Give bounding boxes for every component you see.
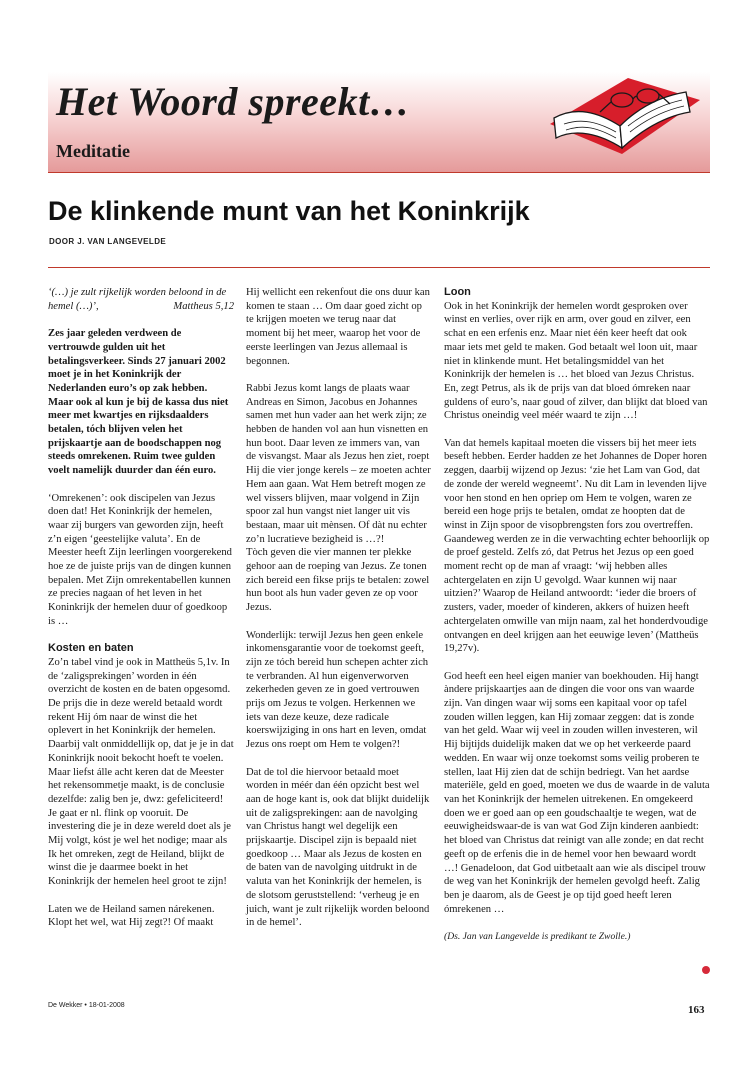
- article-title: De klinkende munt van het Koninkrijk: [48, 196, 530, 226]
- paragraph: Laten we de Heiland samen nárekenen. Klopt het wel, wat Hij zegt?! Of maakt: [48, 903, 215, 929]
- paragraph: God heeft een heel eigen manier van boekhouden. Hij hangt àndere prijskaartjes aan de dingen die voor ons van waarde zijn. Van dingen waar wij soms een kapitaal voor op tafel zouden willen leggen, kan Hij zomaar zeggen: dat is zonde van het geld. Waar wij veel in zouden willen investeren, wil Hij bijtijds duidelijk maken dat we op het verkeerde paard wedden. En waar wij onze toekomst soms veilig proberen te stellen, laat Hij zien dat de schijn bedriegt. Van het aardse materiële, geld en goed, moeten we dus de waarde in de valuta van het Koninkrijk der hemelen uitrekenen. En omgekeerd doen we er goed aan op een goudschaaltje te wegen, wat de eeuwigheidswaar-de is van wat God Zijn kinderen aanbiedt: het bloed van Christus dat reinigt van alle zonde; en dat recht geeft op de erfenis die in de hemel voor hen bewaard wordt …! Genadeloon, dat God uitbetaalt aan wie als discipel trouw de weg van het Koninkrijk der hemelen gevolgd heeft. Zalig ben je daarom, als de Geest je op tijd goed heeft leren ómrekenen …: [444, 670, 710, 915]
- paragraph: ‘Omrekenen’: ook discipelen van Jezus doen dat! Het Koninkrijk der hemelen, waar zij burgers van geworden zijn, heeft z’n eigen ‘geestelijke valuta’. En de Meester heeft Zijn leerlingen voorgerekend hoe ze de juiste prijs van de dingen kunnen bepalen. Met Zijn omrekentabellen kunnen ze precies nagaan of het leven in het Koninkrijk der hemelen duur of goedkoop is …: [48, 492, 232, 627]
- column-3: [444, 286, 710, 957]
- paragraph: Rabbi Jezus komt langs de plaats waar Andreas en Simon, Jacobus en Johannes samen met hun vader aan het werk zijn; ze hebben de handen vol aan hun visnetten en hun boot. Daar leven ze immers van, van de visvangst. Maar als Jezus hen ziet, roept Hij die vier jonge kerels – ze moeten achter Hem aan gaan. Wat Hem betreft mogen ze wel vissers blijven, maar volgend in Zijn spoor zal hun vangst niet langer uit vis bestaan, maar uit mènsen. Of dàt nu echter zo’n lucratieve bezigheid is …?!: [246, 382, 431, 545]
- section-title: Het Woord spreekt…: [56, 79, 411, 124]
- epigraph: [48, 286, 234, 313]
- paragraph: Zo’n tabel vind je ook in Mattheüs 5,1v. In de ‘zaligsprekingen’ worden in één overzicht de kosten en de baten opgesomd. De prijs die in deze wereld betaald wordt rekent Hij óm naar de winst die het oplevert in het Koninkrijk der hemelen.: [48, 656, 231, 737]
- section-subtitle: Meditatie: [56, 141, 130, 161]
- paragraph: Dat de tol die hiervoor betaald moet worden in méér dan één opzicht best wel aan de hoge kant is, ook dat blijkt duidelijk uit de zaligsprekingen: aan de navolging van Christus hangt wel degelijk een prijskaartje. Discipel zijn is bepaald niet goedkoop … Maar als Jezus de kosten en de baten van de navolging uitdrukt in de valuta van het Koninkrijk der hemelen, is de slotsom geruststellend: ‘verheug je en juich, want je zult rijkelijk worden beloond in de hemel’.: [246, 766, 430, 929]
- column-2: [246, 286, 432, 944]
- paragraph: Van dat hemels kapitaal moeten die vissers bij het meer iets beseft hebben. Eerder hadden ze het Johannes de Doper horen zeggen, daarbij wijzend op Jezus: ‘zie het Lam van God, dat de zonde der wereld wegneemt’. Nu dit Lam in levenden lijve voor hen stond en hen opriep om Hem te volgen, waren ze bereid een hoge prijs te betalen, omdat ze hoopten dat de winst in Zijn spoor de visopbrengsten fors zou overtreffen. Gaandeweg werden ze in die verwachting echter behoorlijk op de proef gesteld. Zelfs zó, dat Petrus het Jezus op een goed moment recht op de man af vraagt: ‘wij hebben alles achtergelaten en zijn U gevolgd. Waar kunnen wij naar uitzien?’ Waarop de Heiland antwoordt: ‘ieder die broers of zusters, vader, moeder of kinderen, akkers of huizen heeft achtergelaten omwille van mijn naam, zal het honderdvoudige ontvangen en deel krijgen aan het eeuwige leven’ (Mattheüs 19,27v).: [444, 437, 710, 655]
- lead-paragraph: Zes jaar geleden verdween de vertrouwde gulden uit het betalingsverkeer. Sinds 27 januari 2002 moet je in het Koninkrijk der Nederlanden euro’s op zak hebben. Maar ook al kun je bij de kassa dus niet meer met kwartjes en rijksdaalders betalen, tóch blijven velen het prijskaartje aan de boodschappen nog steeds omrekenen. Ruim twee gulden voelt namelijk duurder dan één euro.: [48, 328, 229, 477]
- epigraph-reference: Mattheus 5,12: [173, 300, 234, 312]
- subheading-kosten-en-baten: Kosten en baten: [48, 642, 134, 655]
- paragraph: Ook in het Koninkrijk der hemelen wordt gesproken over winst en verlies, over rijk en arm, over goud en zilver, een schat en een erfenis enz. Maar niet één keer heeft dat ook maar iets met geld te maken. God betaalt wel loon uit, maar niet in klinkende munt. Het betalingsmiddel van het Koninkrijk der hemelen is … het bloed van Jezus Christus. En, zegt Petrus, als ik de prijs van dat bloed ómreken naar guldens of euro’s, naar goud of zilver, dan blijkt dat bloed van Christus oneindig veel méér waard te zijn …!: [444, 300, 708, 422]
- open-book-with-glasses-icon: [536, 66, 708, 172]
- title-rule: [48, 267, 710, 268]
- author-note: (Ds. Jan van Langevelde is predikant te Zwolle.): [444, 931, 631, 942]
- subheading-loon: Loon: [444, 286, 471, 298]
- end-mark-icon: [702, 966, 710, 974]
- column-1: [48, 286, 234, 944]
- paragraph: Daarbij valt onmiddellijk op, dat je je in dat Koninkrijk nooit bekocht hoeft te voelen. Maar liefst álle acht keren dat de Meester het rekensommetje maakt, is de conclusie dezelfde: zalig ben je, dwz: gefeliciteerd!: [48, 739, 234, 805]
- epigraph-text: ‘(…) je zult rijkelijk worden beloond in de hemel (…)’,: [48, 287, 227, 312]
- byline: DOOR J. VAN LANGEVELDE: [49, 237, 167, 246]
- header-rule: [48, 172, 710, 173]
- page-number: 163: [688, 1004, 705, 1016]
- paragraph: Wonderlijk: terwijl Jezus hen geen enkele inkomensgarantie voor de toekomst geeft, zijn ze tóch bereid hun schepen achter zich te verbranden. Al hun eigenverworven zekerheden geven ze in goed vertrouwen prijs om Jezus te volgen. Herkennen we iets van deze keuze, deze radicale koerswijziging in ons hart en leven, omdat Jezus ons roept om Hem te volgen?!: [246, 629, 429, 751]
- paragraph: Tòch geven die vier mannen ter plekke gehoor aan de roeping van Jezus. Ze tonen zich bereid een fikse prijs te betalen: zowel hun boot als hun vader geven ze op voor Jezus.: [246, 547, 430, 614]
- paragraph: Hij wellicht een rekenfout die ons duur kan komen te staan … Om daar goed zicht op te krijgen moeten we terug naar dat moment bij het meer, waarop het voor de eerste leerlingen van Jezus allemaal is begonnen.: [246, 287, 430, 367]
- paragraph: Je gaat er nl. flink op vooruit. De investering die je in deze wereld doet als je Mij volgt, kóst je wel het nodige; maar als Ik het omreken, zegt de Heiland, blijkt de winst die je daarmee boekt in het Koninkrijk der hemelen heel groot te zijn!: [48, 807, 231, 888]
- footer-source: De Wekker • 18-01-2008: [48, 1002, 125, 1009]
